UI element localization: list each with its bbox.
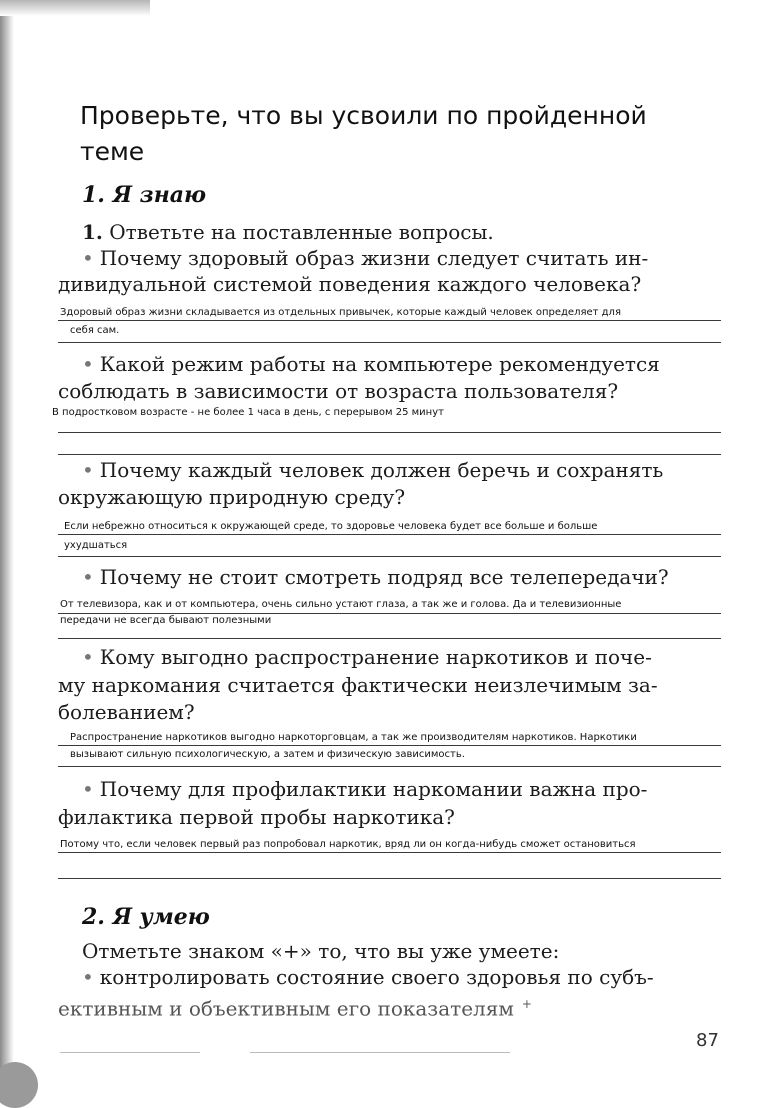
bullet-icon: • xyxy=(82,777,94,801)
answer-4-line-2: передачи не всегда бывают полезными xyxy=(60,615,272,626)
question-3-line-1: • Почему каждый человек должен беречь и сохранять xyxy=(82,458,664,482)
answer-rule xyxy=(58,638,721,639)
question-5-line-1: • Кому выгодно распространение наркотиков и поче- xyxy=(82,645,652,669)
scan-artifact-line xyxy=(60,1052,200,1053)
question-1-line-1: • Почему здоровый образ жизни следует считать ин- xyxy=(82,246,649,270)
answer-rule xyxy=(58,556,721,557)
answer-4-line-1: От телевизора, как и от компьютера, очень сильно устают глаза, а так же и голова. Да и телевизионные xyxy=(60,599,622,610)
skill-item-line-2: ективным и объективным его показателям + xyxy=(58,996,532,1021)
question-6-line-1: • Почему для профилактики наркомании важна про- xyxy=(82,777,648,801)
question-2-line-2: соблюдать в зависимости от возраста пользователя? xyxy=(58,379,619,403)
section-heading-know: 1. Я знаю xyxy=(82,182,207,208)
answer-rule xyxy=(58,766,721,767)
answer-5-line-1: Распространение наркотиков выгодно наркоторговцам, а так же производителям наркотиков. Наркотики xyxy=(70,732,637,743)
bullet-icon: • xyxy=(82,246,94,270)
answer-rule xyxy=(58,745,721,746)
answer-rule xyxy=(58,320,721,321)
answer-5-line-2: вызывают сильную психологическую, а затем и физическую зависимость. xyxy=(70,749,465,760)
answer-rule xyxy=(58,454,721,455)
answer-rule xyxy=(58,342,721,343)
skill-item-line-1: • контролировать состояние своего здоровья по субъ- xyxy=(82,965,654,989)
question-5-line-2: му наркомания считается фактически неизлечимым за- xyxy=(58,673,658,697)
page-title: Проверьте, что вы усвоили по пройденной теме xyxy=(80,101,647,166)
plus-mark: + xyxy=(521,997,532,1011)
answer-1-line-2: себя сам. xyxy=(70,325,120,336)
question-2-line-1: • Какой режим работы на компьютере рекомендуется xyxy=(82,352,660,376)
bullet-icon: • xyxy=(82,458,94,482)
scan-shadow-left xyxy=(0,0,14,1097)
page-number: 87 xyxy=(696,1030,719,1051)
answer-rule xyxy=(58,852,721,853)
answer-rule xyxy=(58,534,721,535)
answer-rule xyxy=(58,432,721,433)
answer-2-line-1: В подростковом возрасте - не более 1 часа в день, с перерывом 25 минут xyxy=(52,407,444,418)
task-heading: 1. Ответьте на поставленные вопросы. xyxy=(82,220,494,244)
scan-shadow-top xyxy=(0,0,150,16)
bullet-icon: • xyxy=(82,565,94,589)
bullet-icon: • xyxy=(82,352,94,376)
section-heading-can: 2. Я умею xyxy=(82,904,210,930)
answer-3-line-1: Если небрежно относиться к окружающей среде, то здоровье человека будет все больше и больше xyxy=(64,521,598,532)
question-5-line-3: болеванием? xyxy=(58,700,195,724)
bullet-icon: • xyxy=(82,645,94,669)
bullet-icon: • xyxy=(82,965,94,989)
question-4-line-1: • Почему не стоит смотреть подряд все телепередачи? xyxy=(82,565,669,589)
question-3-line-2: окружающую природную среду? xyxy=(58,485,406,509)
answer-1-line-1: Здоровый образ жизни складывается из отдельных привычек, которые каждый человек определяет для xyxy=(60,307,621,318)
answer-rule xyxy=(58,878,721,879)
answer-3-line-2: ухудшаться xyxy=(64,540,128,551)
question-6-line-2: филактика первой пробы наркотика? xyxy=(58,805,455,829)
skills-intro: Отметьте знаком «+» то, что вы уже умеете: xyxy=(82,939,560,963)
answer-6-line-1: Потому что, если человек первый раз попробовал наркотик, вряд ли он когда-нибудь сможет остановиться xyxy=(60,839,636,850)
question-1-line-2: дивидуальной системой поведения каждого человека? xyxy=(58,272,642,296)
scan-artifact-line xyxy=(250,1052,510,1053)
scan-blot xyxy=(0,1062,38,1108)
